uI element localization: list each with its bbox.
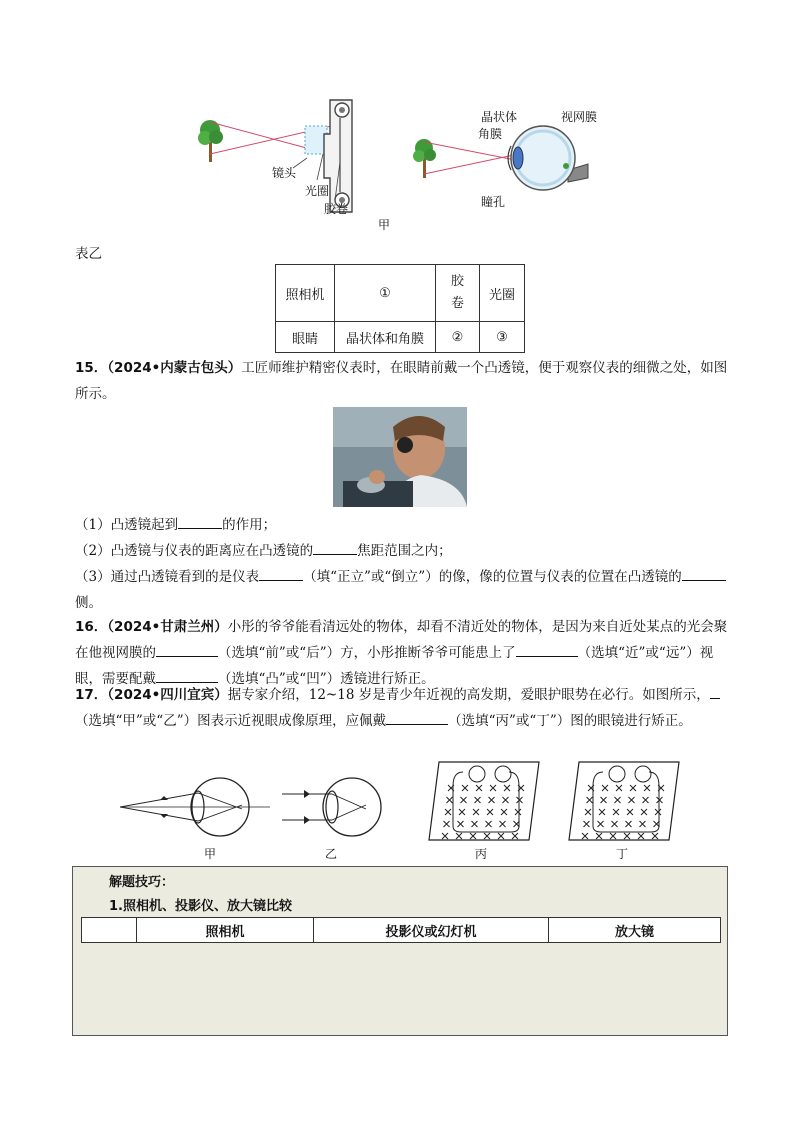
camera-diagram (195, 92, 365, 217)
question-15-sub3: （3）通过凸透镜看到的是仪表 （填“正立”或“倒立”）的像，像的位置与仪表的位置在凸透镜的侧。 (75, 564, 730, 616)
answer-blank[interactable] (682, 566, 726, 581)
table-cell: 晶状体和角膜 (335, 322, 436, 353)
table-cell: 照相机 (276, 265, 335, 322)
x-mark (515, 809, 521, 815)
x-mark (487, 809, 493, 815)
table-header-cell: 放大镜 (549, 918, 721, 943)
question-16: 16．（2024•甘肃兰州）小彤的爷爷能看清远处的物体，却看不清近处的物体，是因为来自近处某点的光会聚在他视网膜的 （选填“前”或“后”）方，小彤推断爷爷可能患上了 （选填“近”或“远”）视眼，需要配戴 （选填“凸”或“凹”）透镜进行矫正。 (75, 619, 728, 687)
eye-label-cornea: 角膜 (478, 127, 503, 141)
tips-subtitle: 1.照相机、投影仪、放大镜比较 (109, 899, 292, 914)
tips-title: 解题技巧： (109, 875, 175, 890)
question-text: 工匠师维护精密仪表时，在眼睛前戴一个凸透镜，便于观察仪表的细微之处，如图所示。 (75, 360, 728, 402)
answer-blank[interactable] (313, 540, 357, 555)
x-mark (447, 797, 453, 803)
x-mark (630, 785, 636, 791)
x-mark (587, 797, 593, 803)
question-source: （2024•四川宜宾） (107, 687, 228, 703)
x-mark (644, 785, 650, 791)
x-mark (601, 797, 607, 803)
x-mark (484, 833, 490, 839)
x-mark (512, 833, 518, 839)
x-mark (612, 821, 618, 827)
question-number: 17． (75, 687, 108, 703)
eye-diagram-jia (120, 776, 270, 838)
answer-blank[interactable] (156, 668, 218, 683)
x-mark (445, 809, 451, 815)
x-mark (615, 797, 621, 803)
x-mark (442, 833, 448, 839)
x-mark (490, 785, 496, 791)
camera-label-aperture: 光圈 (305, 184, 330, 198)
figure-caption-yi: 乙 (325, 847, 338, 861)
tips-box (72, 866, 728, 1036)
eye-label-pupil: 瞳孔 (481, 195, 506, 209)
x-mark (629, 797, 635, 803)
x-mark (470, 833, 476, 839)
x-mark (486, 821, 492, 827)
x-mark (582, 833, 588, 839)
table-header-cell (82, 918, 137, 943)
table-title: 表乙 (75, 246, 102, 262)
table-cell: 眼睛 (276, 322, 335, 353)
x-mark (503, 797, 509, 803)
x-mark (472, 821, 478, 827)
table-cell: ③ (480, 322, 525, 353)
figure-caption-jia: 甲 (378, 218, 391, 232)
x-mark (476, 785, 482, 791)
table-row (82, 918, 721, 943)
answer-blank[interactable] (156, 642, 218, 657)
figure-caption-bing: 丙 (475, 847, 488, 861)
question-source: （2024•内蒙古包头） (107, 360, 242, 376)
x-mark (462, 785, 468, 791)
table-header-cell: 投影仪或幻灯机 (314, 918, 549, 943)
x-mark (641, 809, 647, 815)
x-mark (475, 797, 481, 803)
eye-label-lens: 晶状体 (481, 110, 518, 124)
x-mark (643, 797, 649, 803)
table-row (276, 265, 525, 322)
tips-table (81, 917, 721, 943)
x-mark (626, 821, 632, 827)
glasses-diagram-ding (565, 760, 683, 842)
x-mark (456, 833, 462, 839)
x-mark (602, 785, 608, 791)
x-mark (627, 809, 633, 815)
answer-blank[interactable] (386, 710, 448, 725)
answer-blank[interactable] (710, 684, 720, 699)
camera-label-film: 胶卷 (324, 202, 349, 216)
question-15-sub2: （2）凸透镜与仪表的距离应在凸透镜的 焦距范围之内； (75, 538, 730, 564)
x-mark (640, 821, 646, 827)
x-mark (473, 809, 479, 815)
x-mark (598, 821, 604, 827)
table-header-cell: 照相机 (137, 918, 314, 943)
x-mark (655, 809, 661, 815)
answer-blank[interactable] (178, 514, 222, 529)
x-mark (458, 821, 464, 827)
table-cell: 胶卷 (436, 265, 480, 322)
figure-caption-jia-2: 甲 (204, 847, 217, 861)
x-mark (616, 785, 622, 791)
x-mark (459, 809, 465, 815)
question-number: 15． (75, 360, 108, 376)
camera-label-lens: 镜头 (272, 166, 297, 180)
question-17: 17．（2024•四川宜宾）据专家介绍，12~18 岁是青少年近视的高发期，爱眼护眼势在必行。如图所示，（选填“甲”或“乙”）图表示近视眼成像原理，应佩戴 （选填“丙”或“丁”）图的眼镜进行矫正。 (75, 682, 730, 734)
question-number: 16． (75, 619, 108, 635)
comparison-table (275, 264, 525, 353)
table-cell: ① (335, 265, 436, 322)
x-mark (613, 809, 619, 815)
x-mark (599, 809, 605, 815)
glasses-diagram-bing (425, 760, 543, 842)
question-15-sub1: （1）凸透镜起到 的作用； (75, 512, 730, 538)
table-row (276, 322, 525, 353)
x-mark (584, 821, 590, 827)
x-mark (585, 809, 591, 815)
x-mark (596, 833, 602, 839)
table-cell: 光圈 (480, 265, 525, 322)
x-mark (498, 833, 504, 839)
answer-blank[interactable] (259, 566, 303, 581)
x-mark (444, 821, 450, 827)
tree-icon (198, 120, 223, 162)
question-source: （2024•甘肃兰州） (107, 619, 228, 635)
x-mark (624, 833, 630, 839)
table-cell: ② (436, 322, 480, 353)
x-mark (610, 833, 616, 839)
figure-caption-ding: 丁 (616, 847, 629, 861)
x-mark (489, 797, 495, 803)
x-mark (501, 809, 507, 815)
x-mark (500, 821, 506, 827)
x-mark (461, 797, 467, 803)
x-mark (638, 833, 644, 839)
question-15 (75, 355, 730, 407)
eye-diagram-yi (282, 776, 392, 838)
x-mark (504, 785, 510, 791)
answer-blank[interactable] (516, 642, 578, 657)
eye-label-retina: 视网膜 (561, 110, 598, 124)
worker-loupe-photo (333, 407, 467, 507)
x-mark (652, 833, 658, 839)
